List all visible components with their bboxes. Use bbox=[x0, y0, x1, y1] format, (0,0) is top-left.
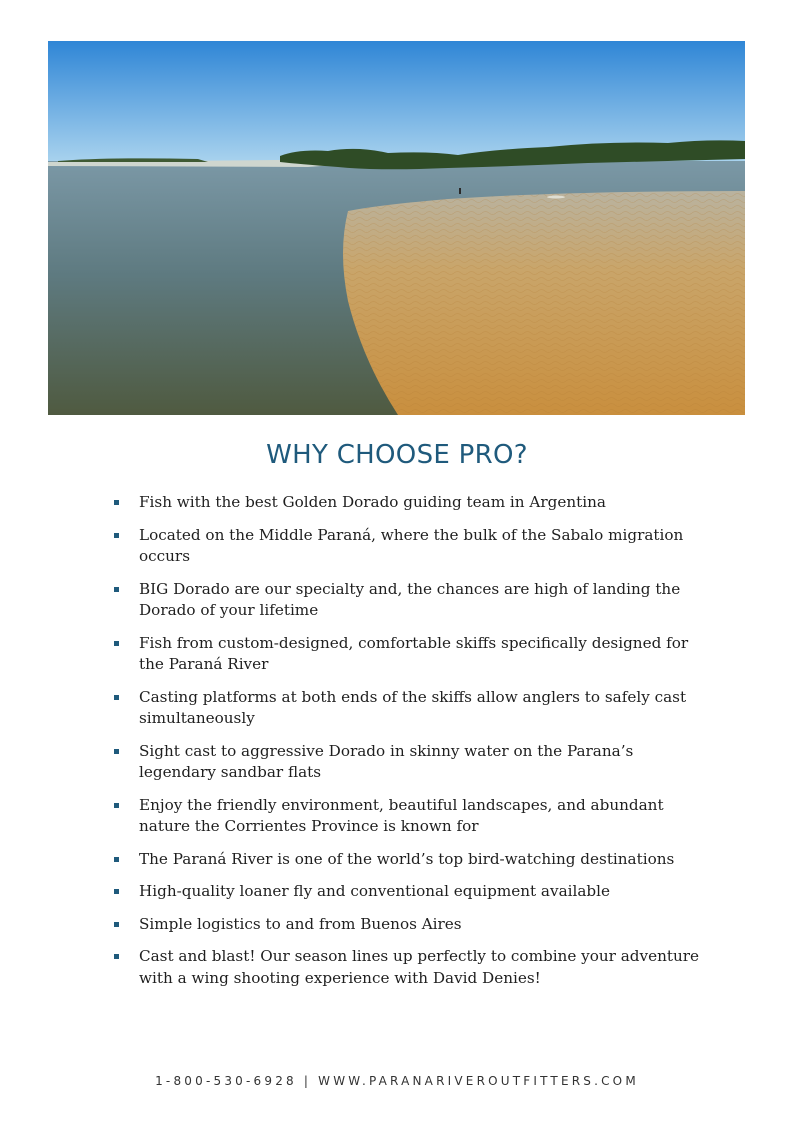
bullet-icon bbox=[114, 533, 119, 538]
list-item-text: The Paraná River is one of the world’s top bird-watching destinations bbox=[139, 849, 675, 868]
bullet-icon bbox=[114, 695, 119, 700]
bullet-icon bbox=[114, 889, 119, 894]
footer-contact: 1-800-530-6928 | WWW.PARANARIVEROUTFITTERS.COM bbox=[155, 1074, 639, 1088]
list-item bbox=[114, 849, 714, 871]
bullet-icon bbox=[114, 803, 119, 808]
section-heading: WHY CHOOSE PRO? bbox=[266, 440, 528, 470]
list-item bbox=[114, 492, 714, 514]
list-item bbox=[114, 525, 714, 568]
bullet-icon bbox=[114, 954, 119, 959]
list-item-text: Enjoy the friendly environment, beautiful landscapes, and abundant nature the Corrientes Province is known for bbox=[139, 795, 664, 835]
list-item bbox=[114, 579, 714, 622]
list-item bbox=[114, 881, 714, 903]
list-item-text: Cast and blast! Our season lines up perfectly to combine your adventure with a wing shooting experience with David Denies! bbox=[139, 947, 699, 987]
bullet-icon bbox=[114, 922, 119, 927]
list-item-text: Casting platforms at both ends of the skiffs allow anglers to safely cast simultaneously bbox=[139, 687, 687, 727]
list-item bbox=[114, 741, 714, 784]
hero-photo bbox=[48, 41, 745, 415]
list-item bbox=[114, 633, 714, 676]
list-item-text: Fish from custom-designed, comfortable skiffs specifically designed for the Paraná River bbox=[139, 633, 689, 673]
list-item bbox=[114, 687, 714, 730]
list-item bbox=[114, 795, 714, 838]
list-item bbox=[114, 914, 714, 936]
list-item-text: Located on the Middle Paraná, where the bulk of the Sabalo migration occurs bbox=[139, 525, 684, 565]
reasons-list bbox=[114, 492, 714, 1000]
bullet-icon bbox=[114, 641, 119, 646]
bullet-icon bbox=[114, 587, 119, 592]
bullet-icon bbox=[114, 857, 119, 862]
list-item bbox=[114, 946, 714, 989]
bullet-icon bbox=[114, 500, 119, 505]
list-item-text: BIG Dorado are our specialty and, the chances are high of landing the Dorado of your lifetime bbox=[139, 579, 681, 619]
river-landscape-image bbox=[48, 41, 745, 415]
list-item-text: Simple logistics to and from Buenos Aires bbox=[139, 914, 462, 933]
list-item-text: Fish with the best Golden Dorado guiding team in Argentina bbox=[139, 493, 606, 511]
list-item-text: Sight cast to aggressive Dorado in skinny water on the Parana’s legendary sandbar flats bbox=[139, 741, 634, 781]
bullet-icon bbox=[114, 749, 119, 754]
list-item-text: High-quality loaner fly and conventional equipment available bbox=[139, 882, 610, 900]
